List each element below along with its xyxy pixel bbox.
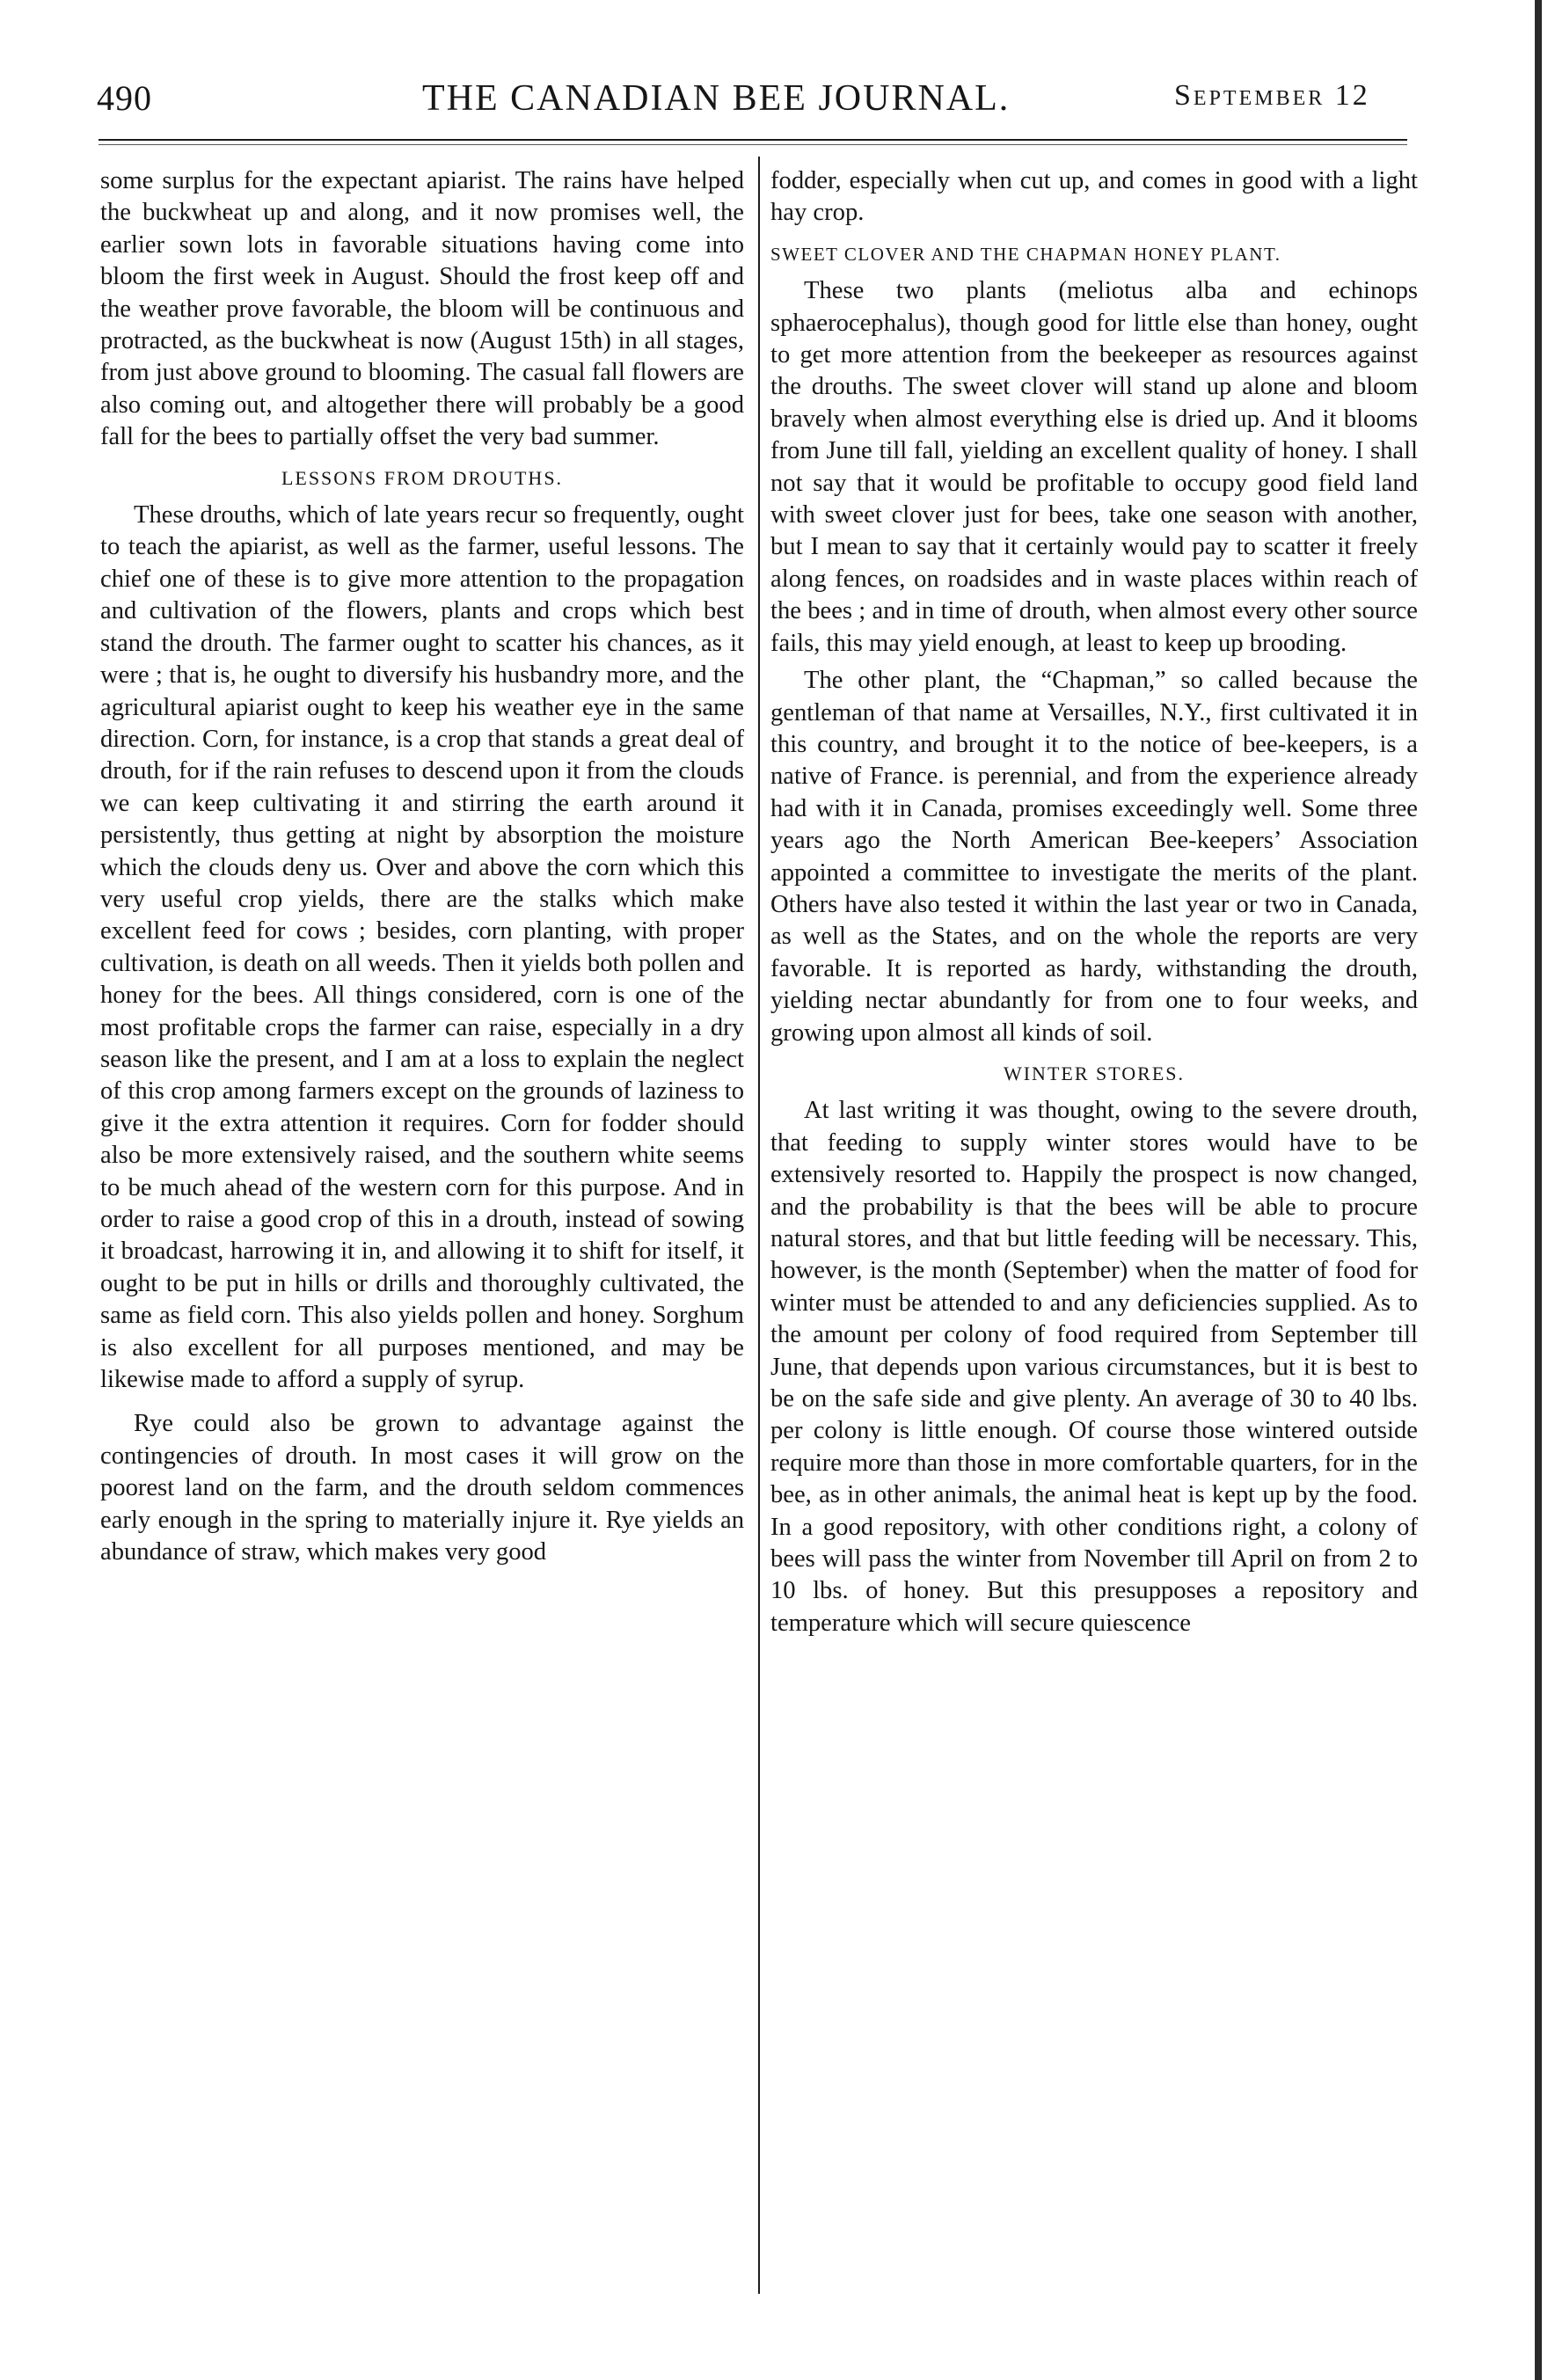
page-edge: [1535, 0, 1542, 2380]
paragraph-winter-stores: At last writing it was thought, owing to the severe drouth, that feeding to supply winter stores would have to be extensively resorted to. Happily the prospect is now changed, and the probability is that the bees will be able to procure natural stores, and that but little feeding will be necessary. This, however, is the month (September) when the matter of food for winter must be attended to and any deficiencies supplied. As to the amount per colony of food required from September till June, that depends upon various circumstances, but it is best to be on the safe side and give plenty. An average of 30 to 40 lbs. per colony is little enough. Of course those wintered outside require more than those in more comfortable quarters, for in the bee, as in other animals, the animal heat is kept up by the food. In a good repository, with other conditions right, a colony of bees will pass the winter from November till April on from 2 to 10 lbs. of honey. But this presupposes a repository and temperature which will secure quiescence: [770, 1097, 1418, 1637]
right-column: [770, 165, 1418, 1645]
paragraph-buckwheat: some surplus for the expectant apiarist. The rains have helped the buckwheat up and along, and it now promises well, the earlier sown lots in favorable situations having come into bloom the first week in August. Should the frost keep off and the weather prove favorable, the bloom will be continuous and protracted, as the buckwheat is now (August 15th) in all stages, from just above ground to blooming. The casual fall flowers are also coming out, and altogether there will probably be a good fall for the bees to partially offset the very bad summer.: [100, 167, 744, 451]
section-heading-sweet-clover: SWEET CLOVER AND THE CHAPMAN HONEY PLANT.: [770, 243, 1281, 265]
journal-title: THE CANADIAN BEE JOURNAL.: [422, 78, 1011, 119]
left-column: [100, 165, 744, 1573]
paragraph-drouths: These drouths, which of late years recur so frequently, ought to teach the apiarist, as well as the farmer, useful lessons. The chief one of these is to give more attention to the propagation and cultivation of the flowers, plants and crops which best stand the drouth. The farmer ought to scatter his chances, as it were ; that is, he ought to diversify his husbandry more, and the agricultural apiarist ought to keep his weather eye in the same direction. Corn, for instance, is a crop that stands a great deal of drouth, for if the rain refuses to descend upon it from the clouds we can keep cultivating it and stirring the earth around it persistently, thus getting at night by absorption the moisture which the clouds deny us. Over and above the corn which this very useful crop yields, there are the stalks which make excellent feed for cows ; besides, corn planting, with proper cultivation, is death on all weeds. Then it yields both pollen and honey for the bees. All things considered, corn is one of the most profitable crops the farmer can raise, especially in a dry season like the present, and I am at a loss to explain the neglect of this crop among farmers except on the grounds of laziness to give it the extra attention it requires. Corn for fodder should also be more extensively raised, and the southern white seems to be much ahead of the western corn for this purpose. And in order to raise a good crop of this in a drouth, instead of sowing it broadcast, harrowing it in, and allowing it to shift for itself, it ought to be put in hills or drills and thoroughly cultivated, the same as field corn. This also yields pollen and honey. Sorghum is also excellent for all purposes mentioned, and may be likewise made to afford a supply of syrup.: [100, 501, 744, 1394]
issue-date: September 12: [1174, 79, 1370, 112]
header-rule: [99, 139, 1407, 141]
paragraph-sweet-clover: These two plants (meliotus alba and echinops sphaerocephalus), though good for little else than honey, ought to get more attention from the beekeeper as resources against the drouths. The sweet clover will stand up alone and bloom bravely when almost everything else is dried up. And it blooms from June till fall, yielding an excellent quality of honey. I shall not say that it would be profitable to occupy good field land with sweet clover just for bees, take one season with another, but I mean to say that it certainly would pay to scatter it freely along fences, on roadsides and in waste places within reach of the bees ; and in time of drouth, when almost every other source fails, this may yield enough, at least to keep up brooding.: [770, 277, 1418, 657]
section-heading-drouths: LESSONS FROM DROUTHS.: [281, 466, 564, 489]
paragraph-fodder: fodder, especially when cut up, and comes in good with a light hay crop.: [770, 167, 1418, 227]
column-divider: [758, 157, 760, 2294]
page-header: [97, 77, 1416, 130]
header-rule-thin: [99, 144, 1407, 145]
paragraph-rye: Rye could also be grown to advantage against the contingencies of drouth. In most cases it will grow on the poorest land on the farm, and the drouth seldom commences early enough in the spring to materially injure it. Rye yields an abundance of straw, which makes very good: [100, 1410, 744, 1566]
page-number: 490: [97, 78, 152, 118]
paragraph-chapman: The other plant, the “Chapman,” so called because the gentleman of that name at Versailles, N.Y., first cultivated it in this country, and brought it to the notice of bee-keepers, is a native of France. is perennial, and from the experience already had with it in Canada, promises exceedingly well. Some three years ago the North American Bee-keepers’ Association appointed a committee to investigate the merits of the plant. Others have also tested it within the last year or two in Canada, as well as the States, and on the whole the reports are very favorable. It is reported as hardy, withstanding the drouth, yielding nectar abundantly for from one to four weeks, and growing upon almost all kinds of soil.: [770, 667, 1418, 1047]
section-heading-winter-stores: WINTER STORES.: [1003, 1062, 1186, 1084]
